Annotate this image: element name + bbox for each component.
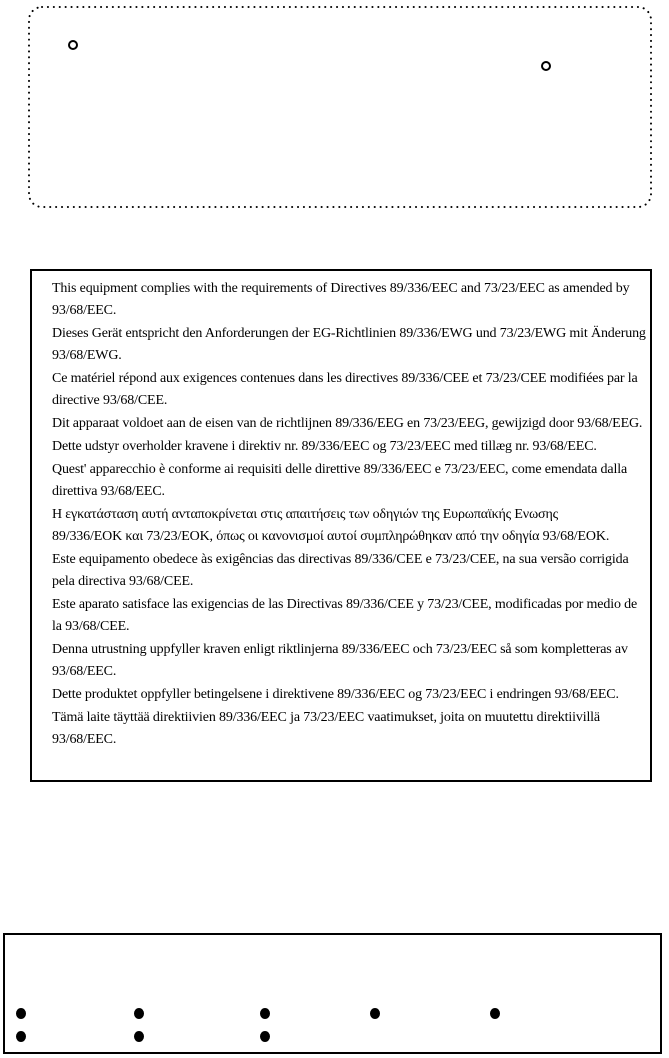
panel-dot-marker — [134, 1031, 144, 1042]
compliance-line: 93/68/EWG. — [52, 348, 122, 363]
compliance-paragraph — [52, 594, 646, 638]
compliance-paragraph — [52, 684, 646, 706]
compliance-paragraph — [52, 413, 646, 435]
compliance-line: Dit apparaat voldoet aan de eisen van de richtlijnen 89/336/EEG en 73/23/EEG, gewijzigd door 93/68/EEG. — [52, 416, 643, 431]
panel-dot-marker — [16, 1008, 26, 1019]
compliance-line: 93/68/EEC. — [52, 664, 117, 679]
panel-dot-marker — [260, 1031, 270, 1042]
compliance-line: 89/336/ΕΟΚ και 73/23/ΕΟΚ, όπως οι κανονισμοί αυτοί συμπληρώθηκαν από την οδηγία 93/68/ΕΟΚ. — [52, 529, 610, 544]
panel-dot-marker — [16, 1031, 26, 1042]
compliance-line: Tämä laite täyttää direktiivien 89/336/EEC ja 73/23/EEC vaatimukset, joita on muutettu direktiivillä — [52, 710, 600, 725]
compliance-line: Dieses Gerät entspricht den Anforderungen der EG-Richtlinien 89/336/EWG und 73/23/EWG mit Änderung — [52, 326, 646, 341]
compliance-line: Dette produktet oppfyller betingelsene i direktivene 89/336/EEC og 73/23/EEC i endringen 93/68/EEC. — [52, 687, 619, 702]
compliance-line: directive 93/68/CEE. — [52, 393, 168, 408]
bottom-panel-figure — [3, 933, 662, 1054]
compliance-line: Este equipamento obedece às exigências das directivas 89/336/CEE e 73/23/CEE, na sua versão corrigida — [52, 552, 629, 567]
dotted-outline — [28, 6, 652, 208]
compliance-line: Η εγκατάσταση αυτή ανταποκρίνεται στις απαιτήσεις των οδηγιών της Ευρωπαϊκής Ενωσης — [52, 507, 559, 522]
compliance-paragraph — [52, 639, 646, 683]
compliance-line: Ce matériel répond aux exigences contenues dans les directives 89/336/CEE et 73/23/CEE modifiées par la — [52, 371, 638, 386]
compliance-line: la 93/68/CEE. — [52, 619, 130, 634]
compliance-paragraph — [52, 549, 646, 593]
compliance-paragraph — [52, 504, 646, 548]
compliance-paragraph — [52, 436, 646, 458]
compliance-line: Denna utrustning uppfyller kraven enligt riktlinjerna 89/336/EEC och 73/23/EEC så som kompletteras av — [52, 642, 628, 657]
compliance-statement-box — [30, 269, 652, 782]
compliance-line: Este aparato satisface las exigencias de las Directivas 89/336/CEE y 73/23/CEE, modificadas por medio de — [52, 597, 638, 612]
panel-hole-marker — [68, 40, 78, 50]
top-panel-figure — [28, 6, 652, 208]
compliance-line: 93/68/EEC. — [52, 732, 117, 747]
panel-dot-marker — [490, 1008, 500, 1019]
panel-dot-marker — [370, 1008, 380, 1019]
panel-hole-marker — [541, 61, 551, 71]
panel-dot-marker — [134, 1008, 144, 1019]
compliance-line: pela directiva 93/68/CEE. — [52, 574, 194, 589]
compliance-line: Dette udstyr overholder kravene i direktiv nr. 89/336/EEC og 73/23/EEC med tillæg nr. 93/68/EEC. — [52, 439, 597, 454]
compliance-line: direttiva 93/68/EEC. — [52, 484, 165, 499]
compliance-paragraph — [52, 459, 646, 503]
compliance-line: Quest' apparecchio è conforme ai requisiti delle direttive 89/336/EEC e 73/23/EEC, come emendata dalla — [52, 462, 628, 477]
compliance-paragraph — [52, 707, 646, 751]
compliance-paragraph — [52, 278, 646, 322]
compliance-line: This equipment complies with the requirements of Directives 89/336/EEC and 73/23/EEC as amended by — [52, 281, 630, 296]
compliance-line: 93/68/EEC. — [52, 303, 117, 318]
compliance-paragraph — [52, 368, 646, 412]
compliance-paragraph — [52, 323, 646, 367]
panel-dot-marker — [260, 1008, 270, 1019]
